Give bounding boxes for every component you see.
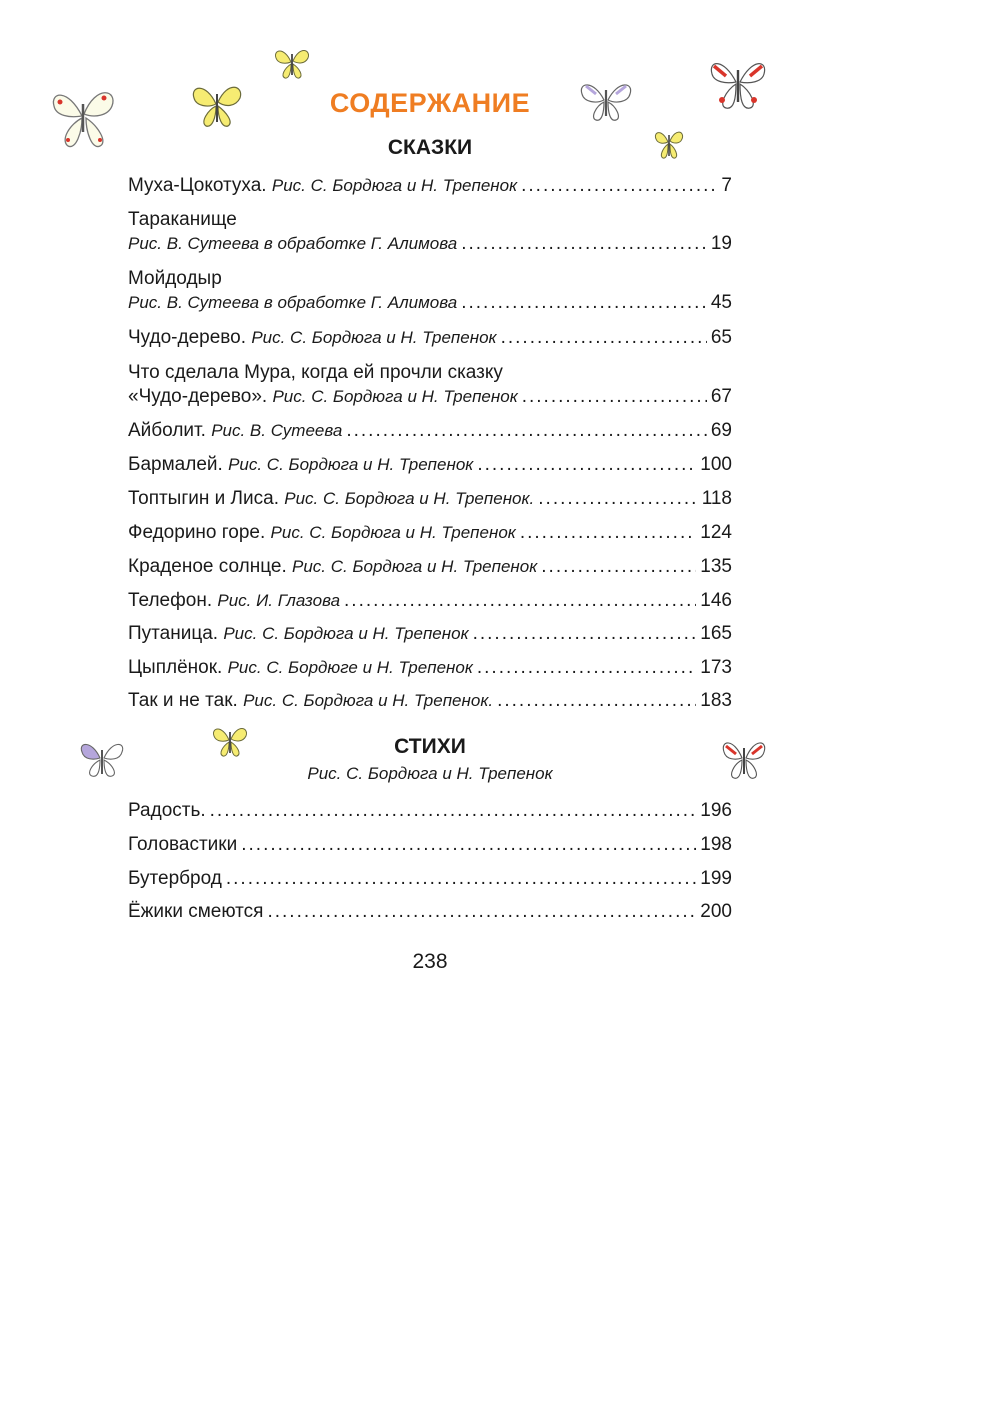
dot-leader xyxy=(477,656,696,680)
dot-leader xyxy=(461,232,707,256)
entry-credit: Рис. В. Сутеева в обработке Г. Алимова xyxy=(128,293,458,312)
dot-leader xyxy=(344,589,696,613)
dot-leader xyxy=(477,453,696,477)
entry-title: Путаница. xyxy=(128,623,219,644)
entry-page: 45 xyxy=(710,292,732,313)
entry-page: 165 xyxy=(700,623,732,644)
entry-page: 69 xyxy=(710,420,732,441)
toc-entry[interactable] xyxy=(128,656,732,680)
butterfly-icon xyxy=(272,44,312,80)
entry-title: Топтыгин и Лиса. xyxy=(128,488,279,509)
toc-entry[interactable] xyxy=(128,419,732,443)
entry-credit: Рис. В. Сутеева в обработке Г. Алимова xyxy=(128,234,458,253)
toc-entry[interactable] xyxy=(128,453,732,477)
entry-page: 118 xyxy=(701,488,732,509)
entry-page: 124 xyxy=(700,522,732,543)
entry-page: 199 xyxy=(700,868,732,889)
entry-credit: Рис. И. Глазова xyxy=(217,591,341,610)
entry-title-line: Что сделала Мура, когда ей прочли сказку xyxy=(128,362,503,383)
entry-title: Ёжики смеются xyxy=(128,901,264,922)
toc-entry[interactable] xyxy=(128,521,732,545)
entry-title: Головастики xyxy=(128,834,238,855)
dot-leader xyxy=(241,833,696,857)
entry-page: 200 xyxy=(700,901,732,922)
entry-title: Цыплёнок. xyxy=(128,657,223,678)
dot-leader xyxy=(497,689,696,713)
toc-entry[interactable] xyxy=(128,622,732,646)
entry-credit: Рис. С. Бордюга и Н. Трепенок. xyxy=(243,691,494,710)
entry-page: 196 xyxy=(700,800,732,821)
page-number: 238 xyxy=(412,950,448,973)
toc-entry[interactable] xyxy=(128,555,732,579)
entry-page: 19 xyxy=(710,233,732,254)
toc-entry[interactable] xyxy=(128,361,732,409)
entry-title: Федорино горе. xyxy=(128,522,266,543)
toc-entry[interactable] xyxy=(128,689,732,713)
entry-credit: Рис. С. Бордюга и Н. Трепенок xyxy=(228,455,474,474)
entry-title: «Чудо-дерево». xyxy=(128,386,268,407)
entry-page: 173 xyxy=(700,657,732,678)
entry-title: Телефон. xyxy=(128,590,213,611)
entry-page: 7 xyxy=(721,175,732,196)
entry-title: Чудо-дерево. xyxy=(128,327,247,348)
toc-entry[interactable] xyxy=(128,487,732,511)
entry-credit: Рис. С. Бордюга и Н. Трепенок xyxy=(223,624,469,643)
dot-leader xyxy=(541,555,696,579)
dot-leader xyxy=(346,419,707,443)
dot-leader xyxy=(501,326,707,350)
section-title-fairy-tales: СКАЗКИ xyxy=(387,136,473,159)
entry-page: 67 xyxy=(710,386,732,407)
dot-leader xyxy=(473,622,697,646)
entry-title: Краденое солнце. xyxy=(128,556,287,577)
toc-entry[interactable] xyxy=(128,326,732,350)
entry-page: 146 xyxy=(700,590,732,611)
dot-leader xyxy=(267,900,696,924)
entry-credit: Рис. С. Бордюга и Н. Трепенок xyxy=(271,176,518,195)
entry-title: Бутерброд xyxy=(128,868,222,889)
dot-leader xyxy=(210,799,697,823)
dot-leader xyxy=(521,174,717,198)
section-title-poems: СТИХИ xyxy=(394,735,466,758)
entry-title: Айболит. xyxy=(128,420,206,441)
dot-leader xyxy=(461,291,707,315)
entry-credit: Рис. С. Бордюга и Н. Трепенок xyxy=(292,557,538,576)
toc-entry[interactable] xyxy=(128,900,732,924)
dot-leader xyxy=(226,867,696,891)
dot-leader xyxy=(522,385,707,409)
entry-title: Тараканище xyxy=(128,209,237,230)
entry-credit: Рис. С. Бордюге и Н. Трепенок xyxy=(227,658,473,677)
toc-entry[interactable] xyxy=(128,799,732,823)
entry-page: 65 xyxy=(710,327,732,348)
entry-credit: Рис. С. Бордюга и Н. Трепенок xyxy=(270,523,516,542)
entry-credit: Рис. С. Бордюга и Н. Трепенок xyxy=(251,328,497,347)
toc-entry[interactable] xyxy=(128,174,732,198)
entry-title: Бармалей. xyxy=(128,454,223,475)
entry-credit: Рис. С. Бордюга и Н. Трепенок xyxy=(272,387,518,406)
toc-entry[interactable] xyxy=(128,208,732,256)
toc-entry[interactable] xyxy=(128,833,732,857)
dot-leader xyxy=(538,487,697,511)
toc-title: СОДЕРЖАНИЕ xyxy=(329,88,531,118)
entry-page: 135 xyxy=(700,556,732,577)
entry-page: 100 xyxy=(700,454,732,475)
entry-page: 183 xyxy=(700,690,732,711)
dot-leader xyxy=(520,521,696,545)
toc-entry[interactable] xyxy=(128,589,732,613)
entry-credit: Рис. С. Бордюга и Н. Трепенок. xyxy=(284,489,535,508)
section-credit: Рис. С. Бордюга и Н. Трепенок xyxy=(307,764,553,783)
entry-title: Радость. xyxy=(128,800,206,821)
entry-page: 198 xyxy=(700,834,732,855)
toc-entry[interactable] xyxy=(128,267,732,315)
toc-entry[interactable] xyxy=(128,867,732,891)
entry-title: Так и не так. xyxy=(128,690,238,711)
entry-credit: Рис. В. Сутеева xyxy=(211,421,343,440)
entry-title: Муха-Цокотуха. xyxy=(128,175,267,196)
entry-title: Мойдодыр xyxy=(128,268,222,289)
